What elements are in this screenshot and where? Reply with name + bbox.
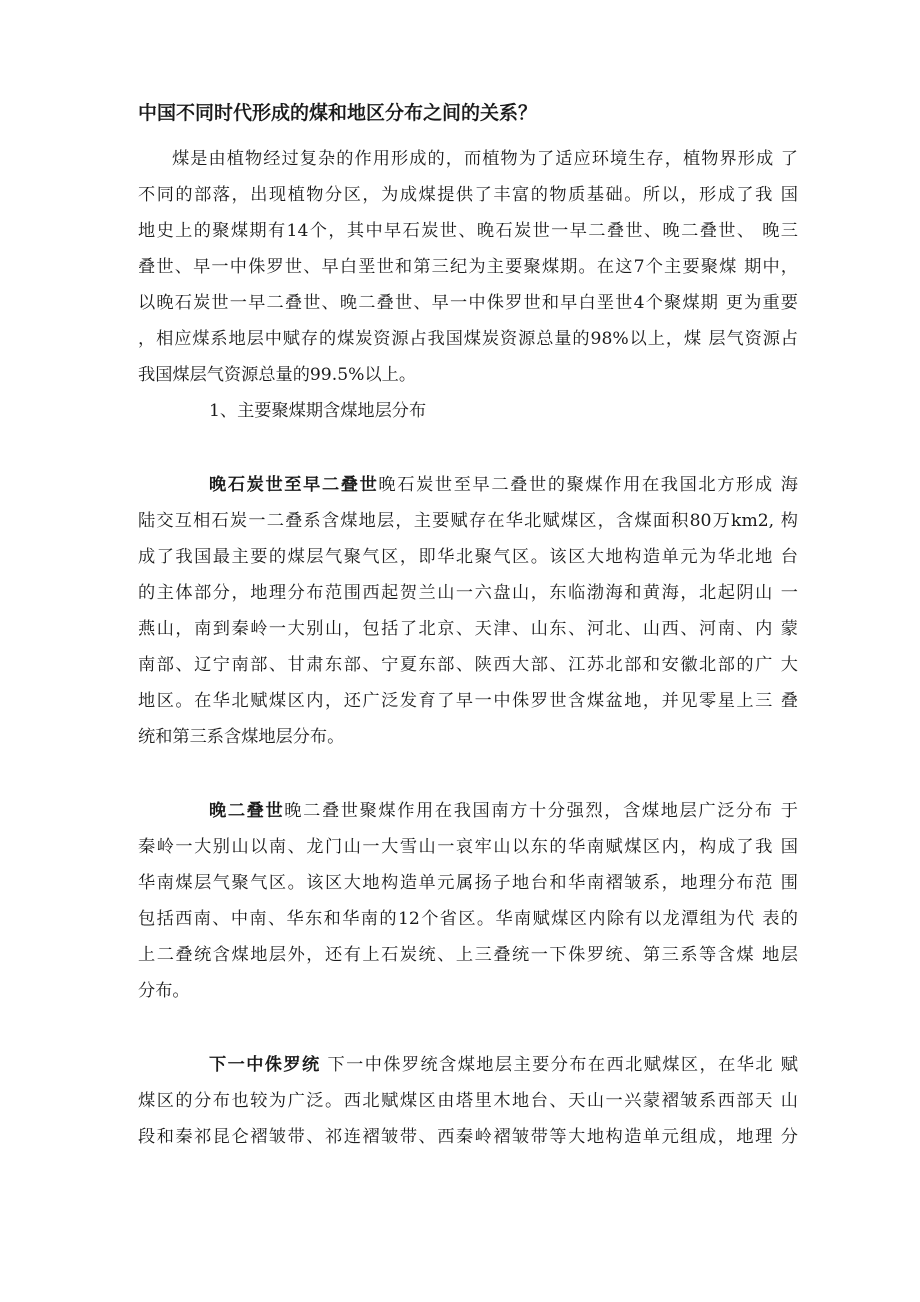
paragraph-first-line-text: 下一中侏罗统含煤地层主要分布在西北赋煤区，在华北 赋 [320, 1055, 798, 1075]
paragraph-line: 燕山，南到秦岭一大别山，包括了北京、天津、山东、河北、山西、河南、内 蒙 [138, 619, 798, 639]
paragraph-line: 南部、辽宁南部、甘肃东部、宁夏东部、陕西大部、江苏北部和安徽北部的广 大 [138, 655, 798, 675]
paragraph-bold-label: 下一中侏罗统 [209, 1055, 321, 1075]
intro-line: 煤是由植物经过复杂的作用形成的，而植物为了适应环境生存，植物界形成 了 [172, 149, 798, 169]
intro-line: 地史上的聚煤期有14个，其中早石炭世、晚石炭世一早二叠世、晚二叠世、 晚三 [138, 221, 798, 241]
paragraph-first-line [209, 470, 798, 500]
paragraph-line: 统和第三系含煤地层分布。 [138, 727, 345, 747]
paragraph-bold-label: 晚二叠世 [209, 801, 285, 821]
intro-line: 我国煤层气资源总量的99.5%以上。 [138, 365, 417, 385]
paragraph-line: 上二叠统含煤地层外，还有上石炭统、上三叠统一下侏罗统、第三系等含煤 地层 [138, 945, 798, 965]
paragraph-first-line [209, 1050, 798, 1080]
intro-line: 叠世、早一中侏罗世、早白垩世和第三纪为主要聚煤期。在这7个主要聚煤 期中， [138, 257, 798, 277]
paragraph-first-line-text: 晚石炭世至早二叠世的聚煤作用在我国北方形成 海 [378, 475, 798, 495]
paragraph-bold-label: 晚石炭世至早二叠世 [209, 475, 379, 495]
document-title: 中国不同时代形成的煤和地区分布之间的关系？ [138, 102, 538, 124]
paragraph-line: 华南煤层气聚气区。该区大地构造单元属扬子地台和华南褶皱系，地理分布范 围 [138, 873, 798, 893]
intro-line: 以晚石炭世一早二叠世、晚二叠世、早一中侏罗世和早白垩世4个聚煤期 更为重要 [138, 293, 798, 313]
paragraph-first-line-text: 晚二叠世聚煤作用在我国南方十分强烈，含煤地层广泛分布 于 [284, 801, 798, 821]
paragraph-line: 的主体部分，地理分布范围西起贺兰山一六盘山，东临渤海和黄海，北起阴山 一 [138, 583, 798, 603]
paragraph-first-line [209, 796, 798, 826]
paragraph-line: 成了我国最主要的煤层气聚气区，即华北聚气区。该区大地构造单元为华北地 台 [138, 547, 798, 567]
paragraph-line: 陆交互相石炭一二叠系含煤地层，主要赋存在华北赋煤区，含煤面积80万km2, 构 [138, 511, 798, 531]
intro-line: 不同的部落，出现植物分区，为成煤提供了丰富的物质基础。所以，形成了我 国 [138, 185, 798, 205]
intro-line: ，相应煤系地层中赋存的煤炭资源占我国煤炭资源总量的98%以上，煤 层气资源占 [138, 329, 798, 349]
section-heading: 1、主要聚煤期含煤地层分布 [209, 401, 427, 421]
paragraph-line: 分布。 [138, 981, 190, 1001]
paragraph-line: 段和秦祁昆仑褶皱带、祁连褶皱带、西秦岭褶皱带等大地构造单元组成，地理 分 [138, 1127, 798, 1147]
paragraph-line: 秦岭一大别山以南、龙门山一大雪山一哀牢山以东的华南赋煤区内，构成了我 国 [138, 837, 798, 857]
paragraph-line: 地区。在华北赋煤区内，还广泛发育了早一中侏罗世含煤盆地，并见零星上三 叠 [138, 691, 798, 711]
paragraph-line: 包括西南、中南、华东和华南的12个省区。华南赋煤区内除有以龙潭组为代 表的 [138, 909, 798, 929]
paragraph-line: 煤区的分布也较为广泛。西北赋煤区由塔里木地台、天山一兴蒙褶皱系西部天 山 [138, 1091, 798, 1111]
